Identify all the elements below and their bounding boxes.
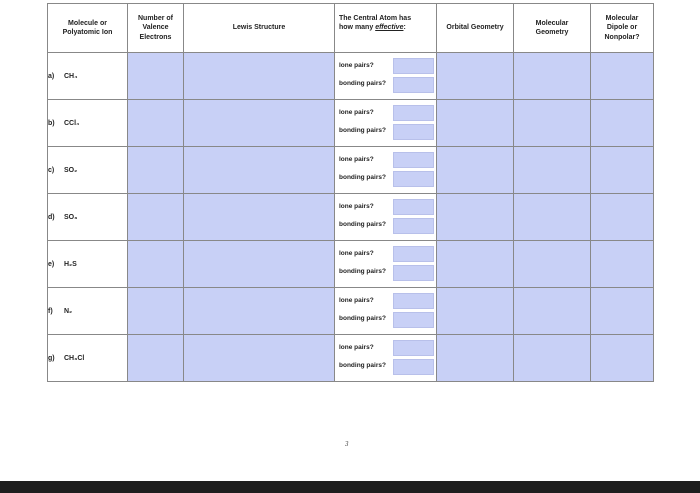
- lewis-input-cell[interactable]: [184, 100, 335, 147]
- table-row: [48, 241, 654, 288]
- molecule-formula: N₂: [64, 307, 73, 315]
- table-row: [48, 288, 654, 335]
- dipole-input-cell[interactable]: [591, 194, 654, 241]
- header-valence-line2: Valence: [142, 24, 169, 32]
- page-number: 3: [345, 440, 349, 448]
- lone-pairs-input[interactable]: [393, 246, 434, 262]
- molecular-geometry-input-cell[interactable]: [514, 147, 591, 194]
- header-orbital-geometry: [437, 4, 514, 53]
- header-molecule: [48, 4, 128, 53]
- molecule-cell: [48, 288, 128, 335]
- header-dipole-line3: Nonpolar?: [604, 33, 640, 41]
- lewis-input-cell[interactable]: [184, 241, 335, 288]
- header-molecule-line1: Molecule or: [68, 19, 107, 27]
- bonding-pairs-label: bonding pairs?: [339, 174, 386, 181]
- central-atom-cell: [335, 100, 437, 147]
- dipole-input-cell[interactable]: [591, 53, 654, 100]
- bonding-pairs-input[interactable]: [393, 312, 434, 328]
- molecular-geometry-input-cell[interactable]: [514, 194, 591, 241]
- table-row: [48, 100, 654, 147]
- central-atom-cell: [335, 241, 437, 288]
- orbital-geometry-input-cell[interactable]: [437, 241, 514, 288]
- header-molecular-line1: Molecular: [535, 19, 569, 27]
- header-lewis: [184, 4, 335, 53]
- molecular-geometry-input-cell[interactable]: [514, 241, 591, 288]
- bonding-pairs-input[interactable]: [393, 218, 434, 234]
- molecule-formula: SO₃: [64, 213, 78, 221]
- molecule-formula: SO₂: [64, 166, 78, 174]
- header-valence-line3: Electrons: [139, 33, 172, 41]
- bonding-pairs-input[interactable]: [393, 359, 434, 375]
- dipole-input-cell[interactable]: [591, 147, 654, 194]
- molecular-geometry-input-cell[interactable]: [514, 288, 591, 335]
- valence-input-cell[interactable]: [128, 335, 184, 382]
- lewis-input-cell[interactable]: [184, 147, 335, 194]
- row-letter: g): [48, 354, 55, 362]
- row-letter: d): [48, 213, 55, 221]
- molecule-cell: [48, 194, 128, 241]
- valence-input-cell[interactable]: [128, 100, 184, 147]
- bonding-pairs-input[interactable]: [393, 171, 434, 187]
- molecule-cell: [48, 147, 128, 194]
- header-central-atom: [335, 4, 437, 53]
- lewis-input-cell[interactable]: [184, 194, 335, 241]
- header-row: [48, 4, 654, 53]
- header-dipole-line2: Dipole or: [606, 24, 638, 32]
- molecule-formula: CCl₄: [64, 119, 80, 127]
- orbital-geometry-input-cell[interactable]: [437, 335, 514, 382]
- orbital-geometry-input-cell[interactable]: [437, 100, 514, 147]
- lone-pairs-input[interactable]: [393, 199, 434, 215]
- bonding-pairs-input[interactable]: [393, 124, 434, 140]
- molecular-geometry-input-cell[interactable]: [514, 100, 591, 147]
- dipole-input-cell[interactable]: [591, 100, 654, 147]
- bonding-pairs-input[interactable]: [393, 77, 434, 93]
- header-molecular-geometry: [514, 4, 591, 53]
- table-row: [48, 335, 654, 382]
- bonding-pairs-label: bonding pairs?: [339, 268, 386, 275]
- lewis-input-cell[interactable]: [184, 288, 335, 335]
- header-molecular-line2: Geometry: [535, 29, 569, 36]
- lone-pairs-label: lone pairs?: [339, 109, 374, 116]
- bottom-bar: [0, 481, 700, 493]
- orbital-geometry-input-cell[interactable]: [437, 53, 514, 100]
- bonding-pairs-label: bonding pairs?: [339, 80, 386, 87]
- vsepr-worksheet-table: [47, 3, 654, 382]
- bonding-pairs-label: bonding pairs?: [339, 362, 386, 369]
- row-letter: f): [48, 307, 53, 315]
- molecule-cell: [48, 241, 128, 288]
- molecule-cell: [48, 53, 128, 100]
- bonding-pairs-label: bonding pairs?: [339, 221, 386, 228]
- molecule-cell: [48, 100, 128, 147]
- header-orbital-label: Orbital Geometry: [446, 24, 504, 32]
- header-molecule-line2: Polyatomic Ion: [62, 29, 113, 36]
- header-dipole-line1: Molecular: [605, 15, 639, 23]
- lone-pairs-input[interactable]: [393, 58, 434, 74]
- molecular-geometry-input-cell[interactable]: [514, 53, 591, 100]
- lone-pairs-label: lone pairs?: [339, 344, 374, 351]
- central-atom-cell: [335, 53, 437, 100]
- central-atom-cell: [335, 335, 437, 382]
- lone-pairs-label: lone pairs?: [339, 297, 374, 304]
- valence-input-cell[interactable]: [128, 288, 184, 335]
- header-dipole: [591, 4, 654, 53]
- row-letter: b): [48, 119, 55, 127]
- central-atom-cell: [335, 288, 437, 335]
- bonding-pairs-label: bonding pairs?: [339, 127, 386, 134]
- lone-pairs-input[interactable]: [393, 152, 434, 168]
- dipole-input-cell[interactable]: [591, 288, 654, 335]
- lone-pairs-label: lone pairs?: [339, 62, 374, 69]
- header-central-suffix: :: [403, 24, 406, 32]
- dipole-input-cell[interactable]: [591, 241, 654, 288]
- lone-pairs-input[interactable]: [393, 340, 434, 356]
- header-lewis-label: Lewis Structure: [232, 24, 286, 32]
- molecule-formula: CH₄: [64, 72, 78, 80]
- valence-input-cell[interactable]: [128, 241, 184, 288]
- central-atom-cell: [335, 194, 437, 241]
- molecule-cell: [48, 335, 128, 382]
- bonding-pairs-input[interactable]: [393, 265, 434, 281]
- row-letter: c): [48, 166, 55, 174]
- header-central-emph: effective: [375, 24, 404, 32]
- lone-pairs-label: lone pairs?: [339, 250, 374, 257]
- table-row: [48, 53, 654, 100]
- molecular-geometry-input-cell[interactable]: [514, 335, 591, 382]
- table-row: [48, 194, 654, 241]
- row-letter: a): [48, 72, 55, 80]
- molecule-formula: H₂S: [64, 260, 77, 268]
- header-central-prefix: how many: [339, 24, 376, 32]
- header-valence-line1: Number of: [138, 15, 173, 23]
- row-letter: e): [48, 260, 55, 268]
- valence-input-cell[interactable]: [128, 194, 184, 241]
- header-central-line2: [339, 23, 436, 32]
- valence-input-cell[interactable]: [128, 53, 184, 100]
- bonding-pairs-label: bonding pairs?: [339, 315, 386, 322]
- lewis-input-cell[interactable]: [184, 335, 335, 382]
- lone-pairs-input[interactable]: [393, 105, 434, 121]
- header-central-line1: The Central Atom has: [339, 15, 412, 22]
- lone-pairs-label: lone pairs?: [339, 156, 374, 163]
- header-valence: [128, 4, 184, 53]
- molecule-formula: CH₃Cl: [64, 354, 85, 362]
- central-atom-cell: [335, 147, 437, 194]
- lone-pairs-input[interactable]: [393, 293, 434, 309]
- lone-pairs-label: lone pairs?: [339, 203, 374, 210]
- table-row: [48, 147, 654, 194]
- orbital-geometry-input-cell[interactable]: [437, 147, 514, 194]
- dipole-input-cell[interactable]: [591, 335, 654, 382]
- orbital-geometry-input-cell[interactable]: [437, 194, 514, 241]
- valence-input-cell[interactable]: [128, 147, 184, 194]
- lewis-input-cell[interactable]: [184, 53, 335, 100]
- orbital-geometry-input-cell[interactable]: [437, 288, 514, 335]
